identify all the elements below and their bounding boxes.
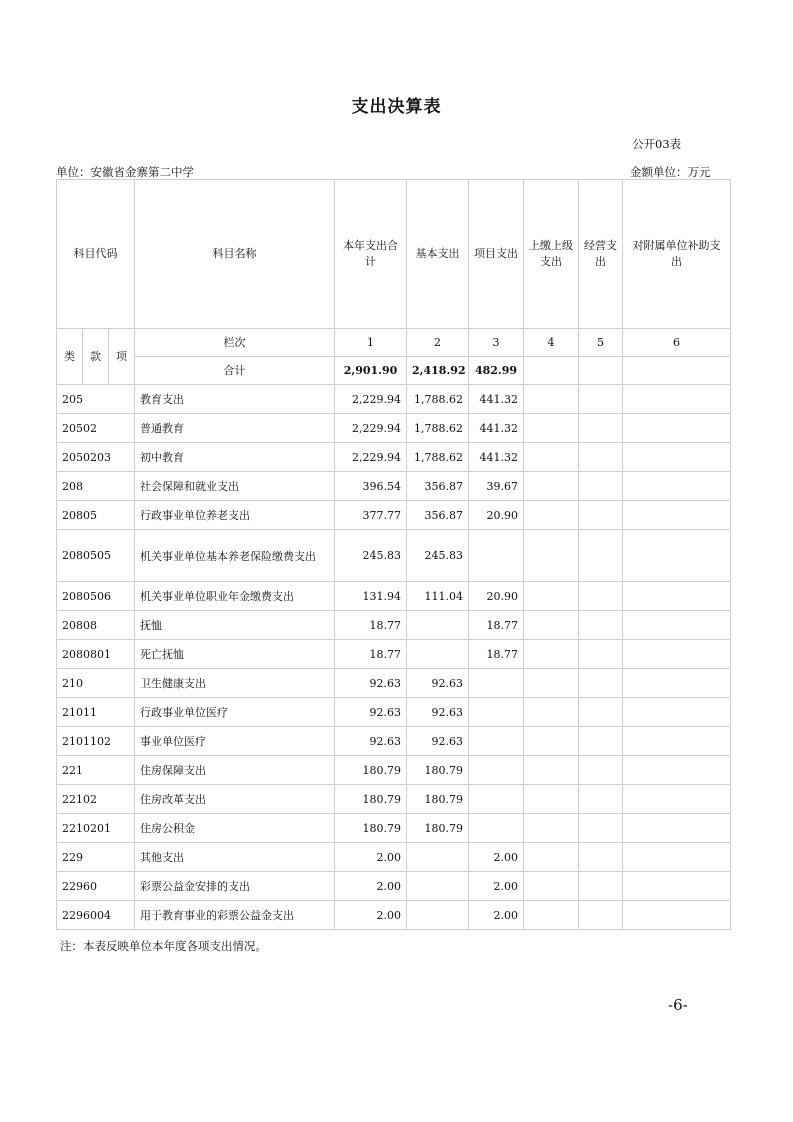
row-basic <box>407 611 469 640</box>
row-subsidy <box>623 843 731 872</box>
row-project: 441.32 <box>469 443 524 472</box>
row-upper <box>524 530 579 582</box>
form-number: 公开03表 <box>632 137 682 151</box>
row-basic: 180.79 <box>407 756 469 785</box>
row-basic: 1,788.62 <box>407 414 469 443</box>
row-business <box>579 640 623 669</box>
table-row <box>57 901 731 930</box>
row-subsidy <box>623 901 731 930</box>
table-row <box>57 472 731 501</box>
row-subsidy <box>623 872 731 901</box>
row-upper <box>524 501 579 530</box>
table-row <box>57 727 731 756</box>
row-code: 205 <box>57 385 135 414</box>
table-row <box>57 698 731 727</box>
row-name: 初中教育 <box>135 443 335 472</box>
row-code: 22960 <box>57 872 135 901</box>
row-upper <box>524 414 579 443</box>
row-basic <box>407 640 469 669</box>
row-business <box>579 698 623 727</box>
unit-label: 单位：安徽省金寨第二中学 <box>56 165 194 179</box>
row-subsidy <box>623 785 731 814</box>
row-code: 2080505 <box>57 530 135 582</box>
row-project: 441.32 <box>469 414 524 443</box>
row-basic: 92.63 <box>407 669 469 698</box>
row-basic: 1,788.62 <box>407 443 469 472</box>
table-row <box>57 385 731 414</box>
row-business <box>579 530 623 582</box>
row-name: 住房改革支出 <box>135 785 335 814</box>
header-upper: 上缴上级支出 <box>524 180 579 329</box>
row-total: 180.79 <box>335 756 407 785</box>
row-business <box>579 611 623 640</box>
row-business <box>579 582 623 611</box>
table-row <box>57 785 731 814</box>
row-upper <box>524 443 579 472</box>
row-name: 机关事业单位职业年金缴费支出 <box>135 582 335 611</box>
table-body <box>57 385 731 930</box>
row-business <box>579 443 623 472</box>
row-subsidy <box>623 727 731 756</box>
row-project: 18.77 <box>469 640 524 669</box>
row-basic: 180.79 <box>407 814 469 843</box>
row-subsidy <box>623 385 731 414</box>
table-row <box>57 530 731 582</box>
row-project: 18.77 <box>469 611 524 640</box>
row-total: 18.77 <box>335 611 407 640</box>
row-upper <box>524 640 579 669</box>
row-name: 彩票公益金安排的支出 <box>135 872 335 901</box>
header-subsidy: 对附属单位补助支出 <box>623 180 731 329</box>
table-row <box>57 814 731 843</box>
row-code: 210 <box>57 669 135 698</box>
header-lei: 类 <box>57 329 83 385</box>
table-row <box>57 443 731 472</box>
row-business <box>579 756 623 785</box>
row-total: 396.54 <box>335 472 407 501</box>
header-xiang: 项 <box>109 329 135 385</box>
row-code: 229 <box>57 843 135 872</box>
col-index-1: 1 <box>335 329 407 357</box>
header-total: 本年支出合计 <box>335 180 407 329</box>
row-code: 2101102 <box>57 727 135 756</box>
row-project <box>469 756 524 785</box>
row-name: 用于教育事业的彩票公益金支出 <box>135 901 335 930</box>
header-kuan: 款 <box>83 329 109 385</box>
row-name: 行政事业单位医疗 <box>135 698 335 727</box>
header-basic: 基本支出 <box>407 180 469 329</box>
row-code: 2080506 <box>57 582 135 611</box>
row-basic: 92.63 <box>407 727 469 756</box>
row-project <box>469 814 524 843</box>
row-project: 39.67 <box>469 472 524 501</box>
row-subsidy <box>623 414 731 443</box>
row-code: 20502 <box>57 414 135 443</box>
row-upper <box>524 727 579 756</box>
row-subsidy <box>623 611 731 640</box>
header-name: 科目名称 <box>135 180 335 329</box>
row-subsidy <box>623 669 731 698</box>
table-row <box>57 640 731 669</box>
row-business <box>579 843 623 872</box>
row-code: 2080801 <box>57 640 135 669</box>
row-business <box>579 669 623 698</box>
table-row <box>57 582 731 611</box>
sum-basic: 2,418.92 <box>407 357 469 385</box>
header-project: 项目支出 <box>469 180 524 329</box>
header-code: 科目代码 <box>57 180 135 329</box>
row-project: 20.90 <box>469 501 524 530</box>
row-name: 住房保障支出 <box>135 756 335 785</box>
row-name: 机关事业单位基本养老保险缴费支出 <box>135 530 335 582</box>
row-subsidy <box>623 530 731 582</box>
row-upper <box>524 785 579 814</box>
row-basic: 1,788.62 <box>407 385 469 414</box>
row-business <box>579 501 623 530</box>
row-upper <box>524 901 579 930</box>
row-project <box>469 785 524 814</box>
row-business <box>579 785 623 814</box>
row-business <box>579 385 623 414</box>
table-row <box>57 756 731 785</box>
row-total: 377.77 <box>335 501 407 530</box>
row-code: 21011 <box>57 698 135 727</box>
row-name: 卫生健康支出 <box>135 669 335 698</box>
sum-total: 2,901.90 <box>335 357 407 385</box>
sum-project: 482.99 <box>469 357 524 385</box>
row-subsidy <box>623 698 731 727</box>
header-lanci: 栏次 <box>135 329 335 357</box>
row-total: 2.00 <box>335 901 407 930</box>
row-business <box>579 872 623 901</box>
row-upper <box>524 611 579 640</box>
row-code: 2210201 <box>57 814 135 843</box>
row-upper <box>524 814 579 843</box>
row-total: 180.79 <box>335 785 407 814</box>
row-project: 2.00 <box>469 901 524 930</box>
row-business <box>579 814 623 843</box>
row-basic: 356.87 <box>407 501 469 530</box>
table-row <box>57 611 731 640</box>
row-total: 92.63 <box>335 698 407 727</box>
row-subsidy <box>623 814 731 843</box>
row-code: 208 <box>57 472 135 501</box>
row-subsidy <box>623 501 731 530</box>
table-header <box>57 180 731 385</box>
col-index-4: 4 <box>524 329 579 357</box>
row-business <box>579 414 623 443</box>
table-row <box>57 414 731 443</box>
table-note: 注：本表反映单位本年度各项支出情况。 <box>60 939 267 953</box>
row-name: 行政事业单位养老支出 <box>135 501 335 530</box>
row-code: 20808 <box>57 611 135 640</box>
row-upper <box>524 669 579 698</box>
row-code: 221 <box>57 756 135 785</box>
row-project <box>469 669 524 698</box>
col-index-5: 5 <box>579 329 623 357</box>
row-upper <box>524 472 579 501</box>
table-row <box>57 501 731 530</box>
row-total: 2.00 <box>335 872 407 901</box>
row-total: 180.79 <box>335 814 407 843</box>
row-basic <box>407 843 469 872</box>
row-basic <box>407 901 469 930</box>
row-total: 2,229.94 <box>335 385 407 414</box>
table-row <box>57 843 731 872</box>
row-subsidy <box>623 472 731 501</box>
row-total: 2,229.94 <box>335 443 407 472</box>
row-name: 死亡抚恤 <box>135 640 335 669</box>
row-name: 社会保障和就业支出 <box>135 472 335 501</box>
row-upper <box>524 582 579 611</box>
row-upper <box>524 385 579 414</box>
page-number: -6- <box>668 996 688 1014</box>
row-project: 2.00 <box>469 843 524 872</box>
row-upper <box>524 872 579 901</box>
row-upper <box>524 843 579 872</box>
sum-business <box>579 357 623 385</box>
row-code: 22102 <box>57 785 135 814</box>
table-row <box>57 872 731 901</box>
row-name: 住房公积金 <box>135 814 335 843</box>
row-basic: 180.79 <box>407 785 469 814</box>
row-subsidy <box>623 640 731 669</box>
row-total: 2,229.94 <box>335 414 407 443</box>
row-total: 2.00 <box>335 843 407 872</box>
row-basic: 111.04 <box>407 582 469 611</box>
sum-subsidy <box>623 357 731 385</box>
row-total: 18.77 <box>335 640 407 669</box>
col-index-6: 6 <box>623 329 731 357</box>
row-basic: 356.87 <box>407 472 469 501</box>
amount-unit: 金额单位：万元 <box>630 165 711 179</box>
row-basic: 245.83 <box>407 530 469 582</box>
row-total: 245.83 <box>335 530 407 582</box>
header-business: 经营支出 <box>579 180 623 329</box>
row-project: 2.00 <box>469 872 524 901</box>
page-title: 支出决算表 <box>351 97 442 117</box>
row-subsidy <box>623 443 731 472</box>
row-total: 131.94 <box>335 582 407 611</box>
row-subsidy <box>623 582 731 611</box>
row-name: 事业单位医疗 <box>135 727 335 756</box>
col-index-3: 3 <box>469 329 524 357</box>
row-name: 教育支出 <box>135 385 335 414</box>
row-name: 其他支出 <box>135 843 335 872</box>
expenditure-table <box>56 179 731 930</box>
row-project <box>469 530 524 582</box>
row-project: 441.32 <box>469 385 524 414</box>
row-upper <box>524 698 579 727</box>
row-business <box>579 901 623 930</box>
row-code: 2296004 <box>57 901 135 930</box>
row-total: 92.63 <box>335 669 407 698</box>
row-total: 92.63 <box>335 727 407 756</box>
sum-upper <box>524 357 579 385</box>
row-subsidy <box>623 756 731 785</box>
table-row <box>57 669 731 698</box>
row-business <box>579 727 623 756</box>
row-business <box>579 472 623 501</box>
row-code: 2050203 <box>57 443 135 472</box>
sum-label: 合计 <box>135 357 335 385</box>
row-basic: 92.63 <box>407 698 469 727</box>
row-basic <box>407 872 469 901</box>
row-name: 普通教育 <box>135 414 335 443</box>
col-index-2: 2 <box>407 329 469 357</box>
row-code: 20805 <box>57 501 135 530</box>
row-name: 抚恤 <box>135 611 335 640</box>
row-upper <box>524 756 579 785</box>
row-project <box>469 727 524 756</box>
row-project <box>469 698 524 727</box>
row-project: 20.90 <box>469 582 524 611</box>
